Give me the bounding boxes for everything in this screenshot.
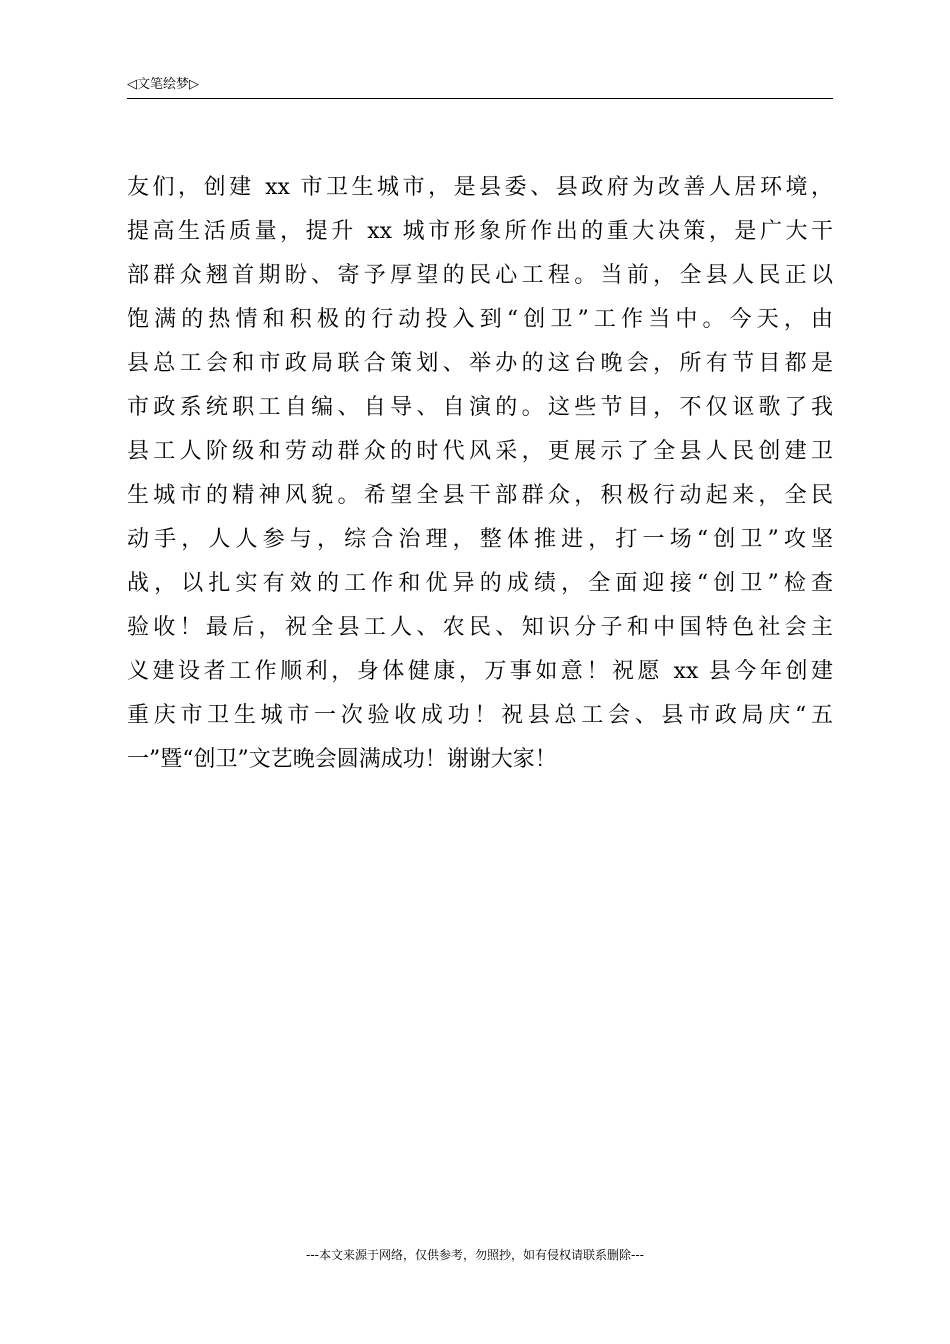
body-line: 部群众翘首期盼、寄予厚望的民心工程。当前，全县人民正以 xyxy=(127,263,833,288)
page-footer: ---本文来源于网络，仅供参考，勿照抄，如有侵权请联系删除--- xyxy=(306,1248,644,1262)
body-line: 重庆市卫生城市一次验收成功！祝县总工会、县市政局庆“五 xyxy=(127,703,833,728)
body-line: 饱满的热情和积极的行动投入到“创卫”工作当中。今天，由 xyxy=(127,307,833,332)
body-line: 县工人阶级和劳动群众的时代风采，更展示了全县人民创建卫 xyxy=(127,439,833,464)
body-line: 生城市的精神风貌。希望全县干部群众，积极行动起来，全民 xyxy=(127,483,833,508)
body-line: 友们，创建 xx 市卫生城市，是县委、县政府为改善人居环境， xyxy=(127,175,833,200)
body-line: 市政系统职工自编、自导、自演的。这些节目，不仅讴歌了我 xyxy=(127,395,833,420)
body-line: 验收！最后，祝全县工人、农民、知识分子和中国特色社会主 xyxy=(127,615,833,640)
body-line: 动手，人人参与，综合治理，整体推进，打一场“创卫”攻坚 xyxy=(127,527,833,552)
page-header xyxy=(127,76,833,99)
body-line: 一”暨“创卫”文艺晚会圆满成功！谢谢大家！ xyxy=(127,747,557,772)
body-line: 义建设者工作顺利，身体健康，万事如意！祝愿 xx 县今年创建 xyxy=(127,659,833,684)
header-title: ◁文笔绘梦▷ xyxy=(127,77,199,92)
body-line: 县总工会和市政局联合策划、举办的这台晚会，所有节目都是 xyxy=(127,351,833,376)
document-body xyxy=(127,166,833,782)
body-line: 战，以扎实有效的工作和优异的成绩，全面迎接“创卫”检查 xyxy=(127,571,833,596)
body-line: 提高生活质量，提升 xx 城市形象所作出的重大决策，是广大干 xyxy=(127,219,833,244)
